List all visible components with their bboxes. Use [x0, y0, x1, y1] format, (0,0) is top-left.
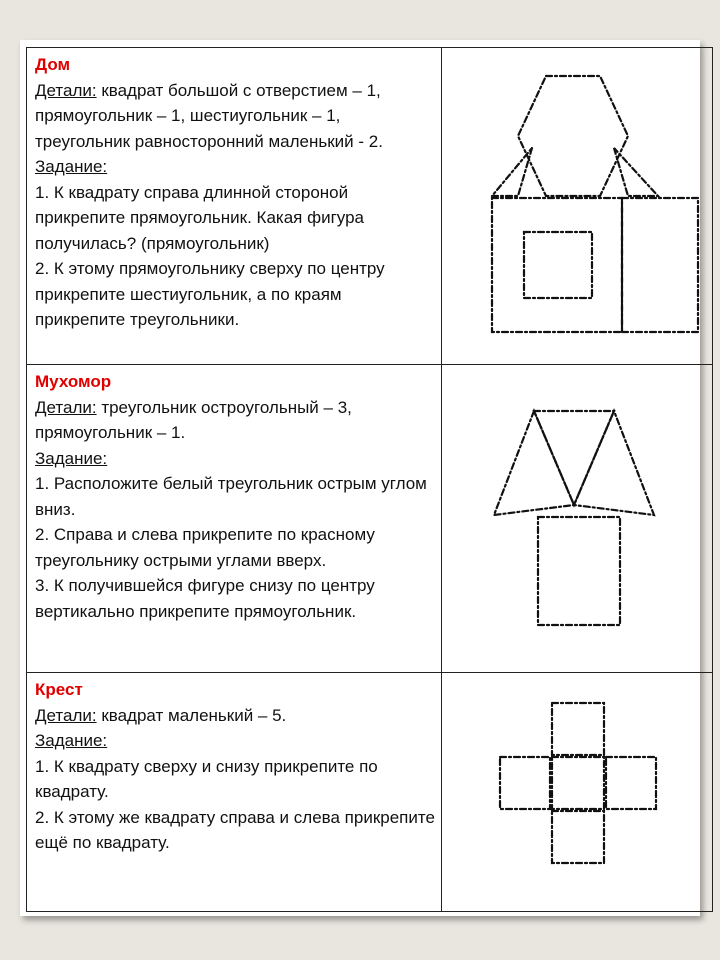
house-right-triangle	[614, 148, 658, 196]
row-picture-cell	[442, 365, 713, 673]
table-row	[27, 673, 713, 912]
mushroom-stem-rectangle	[538, 517, 620, 625]
row-title: Крест	[35, 680, 83, 699]
task-step: 2. К этому же квадрату справа и слева прикрепите ещё по квадрату.	[35, 807, 435, 852]
table-row	[27, 48, 713, 365]
task-label: Задание:	[35, 731, 108, 750]
details-text: квадрат большой с отверстием – 1, прямоугольник – 1, шестиугольник – 1, треугольник равносторонний маленький - 2.	[35, 80, 383, 151]
details-label: Детали:	[35, 705, 97, 725]
cross-center-square	[552, 757, 604, 809]
task-step: 2. Справа и слева прикрепите по красному треугольнику острыми углами вверх.	[35, 525, 375, 570]
mushroom-right-triangle	[574, 411, 654, 515]
house-square	[492, 198, 622, 332]
task-label: Задание:	[35, 448, 108, 468]
cross-left-square	[500, 757, 550, 809]
table-row	[27, 365, 713, 673]
house-hexagon	[518, 76, 628, 196]
details-text: треугольник остроугольный – 3, прямоугольник – 1.	[35, 397, 352, 442]
cross-right-square	[606, 757, 656, 809]
details-line	[35, 395, 435, 446]
house-rectangle	[622, 198, 698, 332]
house-figure	[442, 48, 710, 365]
row-title: Мухомор	[35, 372, 112, 391]
task-label: Задание:	[35, 157, 108, 176]
details-line	[35, 703, 435, 729]
task-step: 1. К квадрату сверху и снизу прикрепите по квадрату.	[35, 756, 378, 801]
row-picture-cell	[442, 673, 713, 912]
task-step: 1. Расположите белый треугольник острым углом вниз.	[35, 474, 427, 519]
task-step: 2. К этому прямоугольнику сверху по центру прикрепите шестиугольник, а по краям прикрепите треугольники.	[35, 259, 385, 329]
row-text-cell	[27, 365, 442, 673]
details-label: Детали:	[35, 397, 97, 417]
details-line	[35, 78, 435, 155]
lessons-table	[26, 47, 713, 912]
mushroom-white-triangle	[534, 411, 614, 505]
cross-bottom-square	[552, 811, 604, 863]
task-step: 1. К квадрату справа длинной стороной прикрепите прямоугольник. Какая фигура получилась? (прямоугольник)	[35, 182, 365, 253]
row-text-cell	[27, 673, 442, 912]
mushroom-figure	[442, 365, 710, 673]
row-title: Дом	[35, 55, 71, 74]
cross-top-square	[552, 703, 604, 755]
cross-figure	[442, 673, 710, 912]
row-text-cell	[27, 48, 442, 365]
house-left-triangle	[492, 148, 532, 196]
row-picture-cell	[442, 48, 713, 365]
details-text: квадрат маленький – 5.	[96, 705, 287, 725]
house-window	[524, 232, 592, 298]
details-label: Детали:	[35, 80, 97, 100]
task-step: 3. К получившейся фигуре снизу по центру вертикально прикрепите прямоугольник.	[35, 576, 375, 621]
mushroom-left-triangle	[494, 411, 574, 515]
